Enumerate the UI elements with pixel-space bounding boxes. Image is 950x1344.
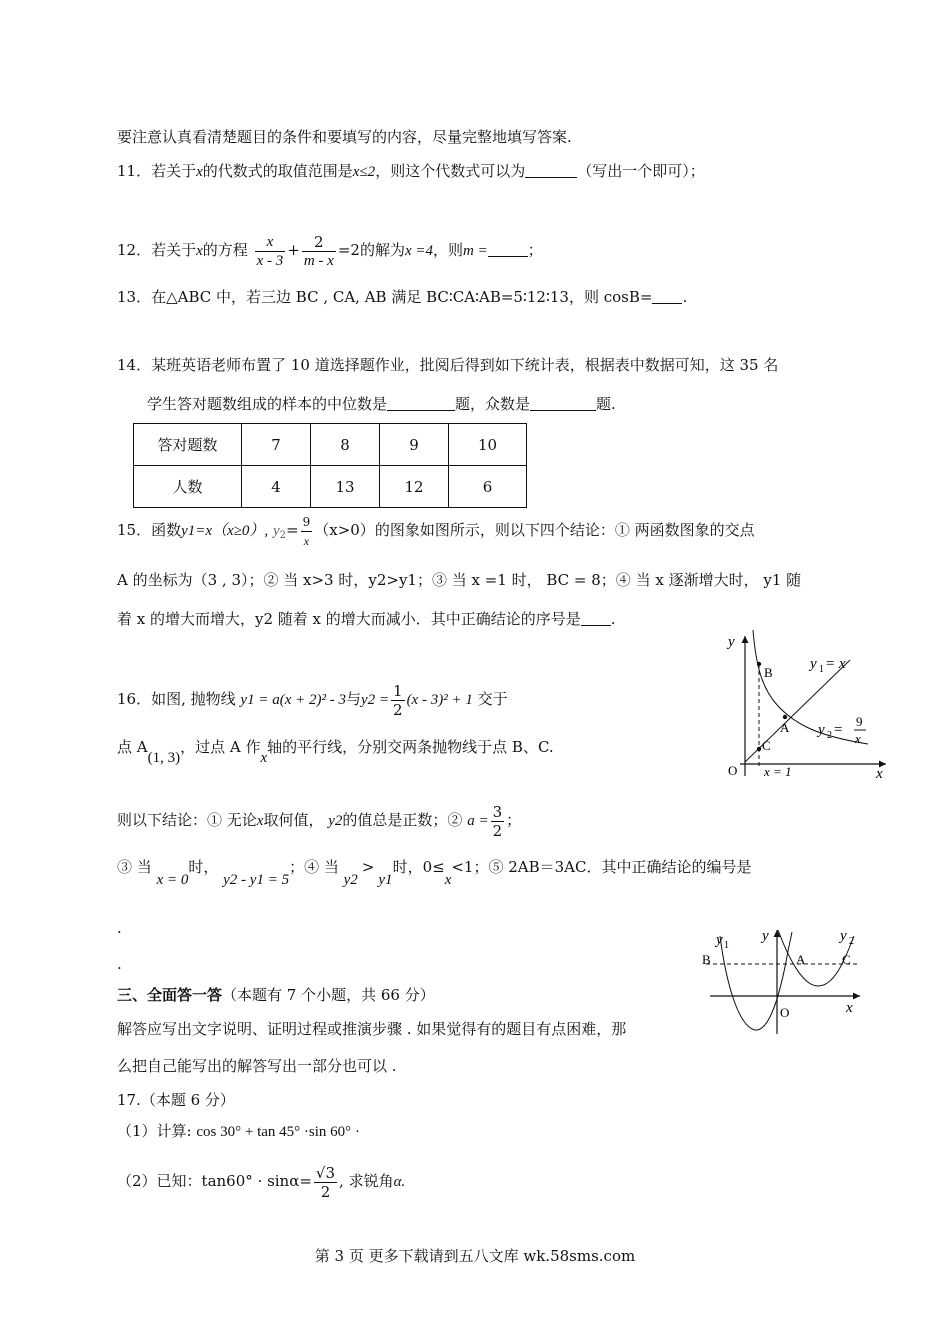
question-16-line4: ③ 当 x = 0时， y2 - y1 = 5；④ 当 y2>y1时，0≤x<1；⑤ 2AB＝3AC．其中正确结论的编号是 — [117, 858, 752, 888]
question-15-line2: A 的坐标为（3 , 3）；② 当 x>3 时，y2>y1；③ 当 x =1 时， BC = 8；④ 当 x 逐渐增大时， y1 随 — [117, 571, 802, 589]
question-17-part2: （2）已知：tan60° · sinα= $\frac{√3}{2}$ , 求锐角α. — [117, 1163, 406, 1201]
svg-text:y: y — [810, 656, 817, 672]
svg-text:x: x — [876, 766, 883, 780]
table-row: 答对题数 7 8 9 10 — [134, 424, 527, 466]
question-14: 14．某班英语老师布置了 10 道选择题作业，批阅后得到如下统计表，根据表中数据可知，这 35 名 — [117, 356, 779, 374]
question-13: 13．在△ABC 中，若三边 BC , CA, AB 满足 BC∶CA∶AB=5∶12∶13，则 cosB= . — [117, 288, 688, 306]
q14-number: 14． — [117, 356, 152, 374]
svg-text:B: B — [702, 952, 711, 967]
svg-text:1: 1 — [724, 940, 729, 951]
svg-text:x: x — [846, 1000, 853, 1016]
svg-text:9: 9 — [856, 714, 863, 729]
answer-blank — [387, 396, 455, 411]
answer-blank — [525, 163, 577, 178]
question-16: 16．如图, 抛物线 y1 = a(x + 2)² - 3与y2 = $\frac{1}{2}$ (x - 3)² + 1 交于 — [117, 681, 508, 719]
answer-blank — [581, 611, 611, 626]
answer-blank — [488, 242, 528, 257]
question-17-heading: 17.（本题 6 分） — [117, 1091, 235, 1109]
section-3-instructions-2: 么把自己能写出的解答写出一部分也可以 . — [117, 1057, 397, 1075]
question-15-line3: 着 x 的增大而增大，y2 随着 x 的增大而减小．其中正确结论的序号是 . — [117, 610, 616, 628]
q15-number: 15． — [117, 521, 152, 539]
table-row: 人数 4 13 12 6 — [134, 466, 527, 508]
section-3-instructions: 解答应写出文字说明、证明过程或推演步骤 . 如果觉得有的题目有点困难，那 — [117, 1020, 627, 1038]
q11-number: 11． — [117, 162, 152, 180]
point-c — [757, 747, 761, 751]
section-3-heading: 三、全面答一答（本题有 7 个小题，共 66 分） — [117, 986, 435, 1004]
question-16-line2: 点 A(1, 3)，过点 A 作x轴的平行线，分别交两条抛物线于点 B、C. — [117, 738, 554, 766]
svg-text:A: A — [780, 720, 790, 735]
svg-text:=: = — [834, 722, 843, 738]
question-15: 15．函数y1=x（x≥0）, $y_2=$ $\frac{9}{x}$ （x>0）的图象如图所示，则以下四个结论：① 两函数图象的交点 — [117, 514, 755, 548]
svg-text:y: y — [762, 928, 769, 944]
svg-text:C: C — [842, 952, 851, 967]
question-12: 12．若关于x的方程 $\frac{x}{x - 3}$ + $\frac{2}{m - x}$ =2的解为x =4，则m = ； — [117, 232, 543, 269]
q12-number: 12． — [117, 241, 152, 259]
question-14-line2: 学生答对题数组成的样本的中位数是 题，众数是 题. — [147, 395, 616, 413]
fraction-sqrt3-over-2: $\frac{√3}{2}$ — [315, 1163, 336, 1201]
intro-text: 要注意认真看清楚题目的条件和要填写的内容，尽量完整地填写答案. — [117, 128, 572, 146]
fraction-x-over-x-3: $\frac{x}{x - 3}$ — [256, 233, 284, 269]
svg-text:O: O — [728, 763, 738, 778]
q16-number: 16． — [117, 690, 152, 708]
answer-blank — [530, 396, 596, 411]
svg-text:B: B — [764, 665, 773, 680]
fraction-1-over-2: $\frac{1}{2}$ — [393, 681, 403, 719]
fraction-9-over-x: $\frac{9}{x}$ — [302, 514, 311, 548]
point-a — [783, 715, 787, 719]
svg-text:y: y — [818, 722, 825, 738]
fraction-3-over-2: $\frac{3}{2}$ — [492, 802, 503, 840]
svg-text:A: A — [796, 952, 806, 967]
svg-text:2: 2 — [849, 936, 854, 947]
curve-y2 — [753, 630, 868, 744]
score-table — [133, 423, 527, 508]
answer-blank — [652, 289, 682, 304]
q13-number: 13． — [117, 288, 152, 306]
page-footer: 第 3 页 更多下载请到五八文库 wk.58sms.com — [314, 1247, 636, 1265]
point-b — [757, 662, 761, 666]
svg-text:1: 1 — [819, 664, 824, 675]
q16-parabola-graph — [700, 922, 872, 1042]
svg-text:C: C — [762, 738, 771, 753]
svg-text:y: y — [840, 928, 847, 944]
svg-text:= x: = x — [825, 656, 846, 672]
svg-text:x = 1: x = 1 — [764, 764, 792, 779]
question-11: 11．若关于x的代数式的取值范围是x≤2，则这个代数式可以为 （写出一个即可）； — [117, 162, 705, 180]
svg-text:O: O — [780, 1005, 790, 1020]
fraction-2-over-m-x: $\frac{2}{m - x}$ — [303, 232, 334, 269]
question-16-line3: 则以下结论：① 无论x取何值， y2的值总是正数；② a = $\frac{3}{2}$ ； — [117, 802, 522, 840]
svg-text:y: y — [716, 932, 723, 948]
svg-text:x: x — [855, 731, 861, 746]
svg-text:y: y — [728, 634, 735, 650]
svg-text:2: 2 — [827, 730, 832, 741]
q15-function-graph — [718, 628, 890, 780]
question-17-part1: （1）计算: cos 30° + tan 45° ·sin 60° · — [117, 1122, 360, 1140]
